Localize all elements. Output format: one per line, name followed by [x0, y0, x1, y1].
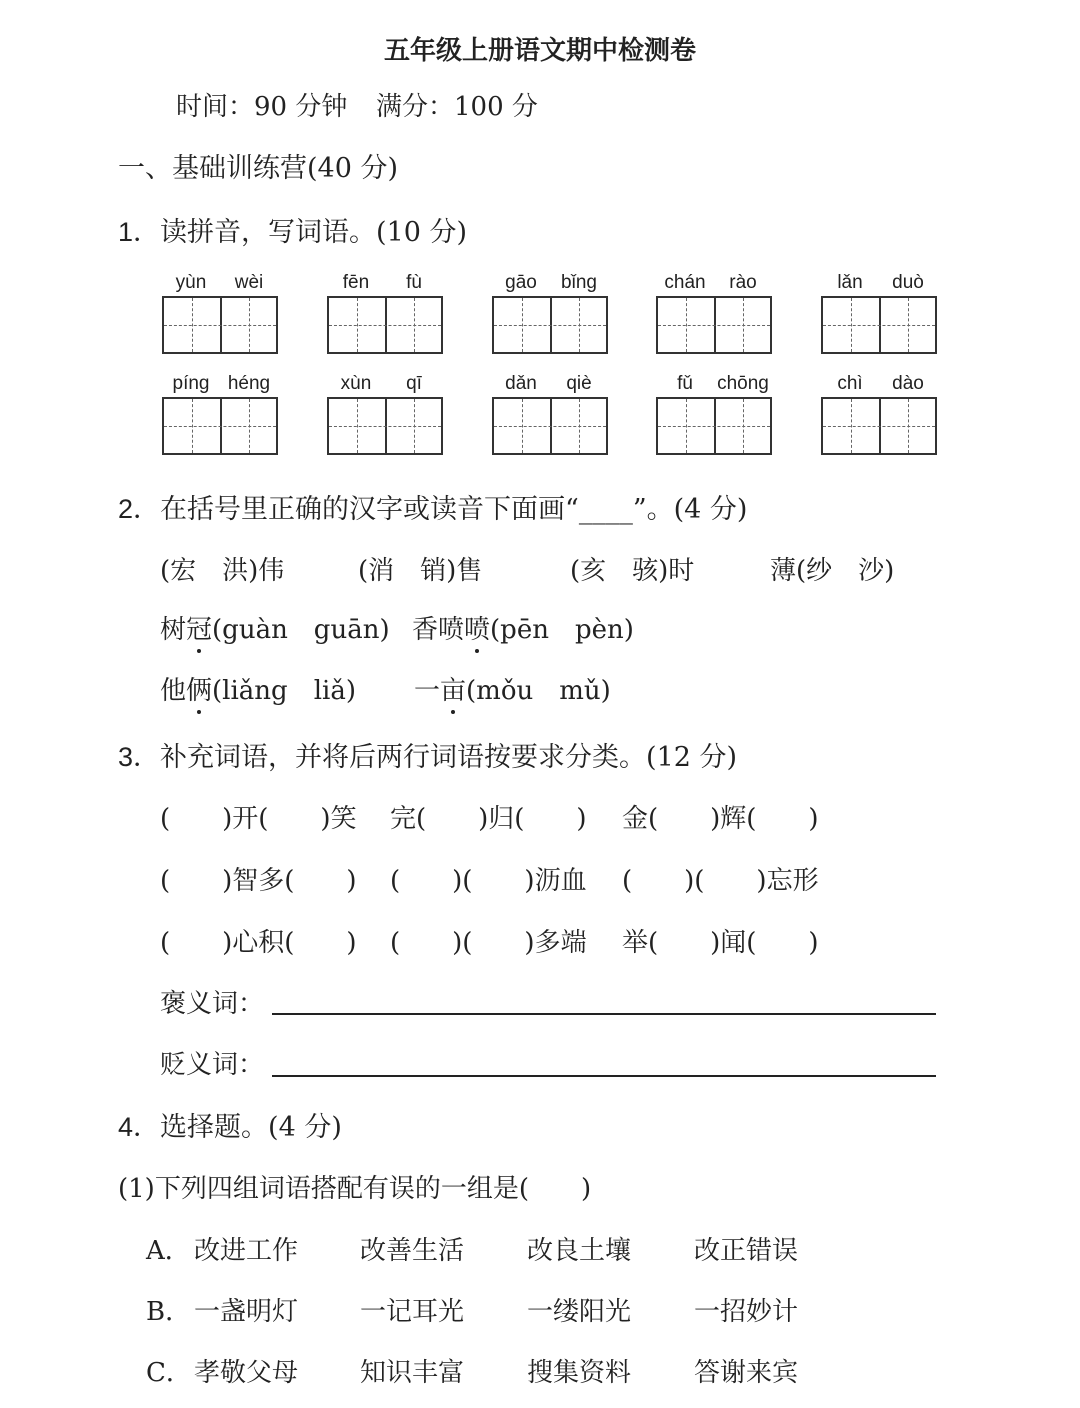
- guide-line: [743, 298, 744, 352]
- q2-reading-options: (liǎng liǎ): [212, 676, 356, 706]
- dotted-character: 俩: [186, 676, 213, 706]
- q2-choice: (消 销)售: [358, 556, 483, 586]
- guide-line: [522, 298, 523, 352]
- option-phrase: 知识丰富: [360, 1358, 465, 1388]
- option-phrase: 改进工作: [194, 1236, 299, 1266]
- pinyin-syllable: chì: [837, 373, 863, 394]
- guide-line: [658, 325, 770, 326]
- pinyin-syllable: yùn: [175, 272, 207, 293]
- option-phrase: 改正错误: [694, 1236, 799, 1266]
- idiom-blank: 金( )辉( ): [622, 804, 819, 834]
- guide-line: [851, 298, 852, 352]
- option-phrase: 答谢来宾: [694, 1358, 799, 1388]
- guide-line: [686, 298, 687, 352]
- idiom-blank: ( )( )忘形: [622, 866, 819, 896]
- pinyin-syllable: qī: [406, 373, 422, 394]
- q2-word-prefix: 香喷: [412, 615, 465, 645]
- idiom-blank: ( )( )沥血: [390, 866, 587, 896]
- derogatory-label: 贬义词：: [160, 1050, 265, 1080]
- option-phrase: 一盏明灯: [194, 1297, 299, 1327]
- q2-word-prefix: 树: [160, 615, 187, 645]
- pinyin-syllable: chōng: [717, 373, 769, 394]
- page-title: 五年级上册语文期中检测卷: [383, 36, 696, 66]
- guide-line: [329, 426, 441, 427]
- q2-reading-options: (guàn guān): [212, 615, 390, 645]
- q2-choice: 薄(纱 沙): [770, 556, 895, 586]
- guide-line: [192, 298, 193, 352]
- guide-line: [823, 426, 935, 427]
- pinyin-syllable: héng: [227, 373, 271, 394]
- pinyin-syllable: qiè: [566, 373, 592, 394]
- praise-answer-line[interactable]: [272, 1013, 936, 1015]
- question-text: 在括号里正确的汉字或读音下面画“____”。(4 分): [160, 494, 748, 525]
- derogatory-answer-line[interactable]: [272, 1075, 936, 1077]
- writing-box[interactable]: [162, 397, 278, 455]
- option-label: A．: [146, 1236, 191, 1266]
- guide-line: [414, 298, 415, 352]
- q2-pinyin-choice: [160, 670, 356, 707]
- question-1-title: [118, 210, 467, 249]
- writing-box[interactable]: [327, 296, 443, 354]
- writing-box[interactable]: [821, 397, 937, 455]
- question-number: 4．: [118, 1112, 161, 1142]
- q2-choice: (亥 骇)时: [570, 556, 695, 586]
- question-2-title: [118, 487, 747, 526]
- exam-score: 满分：100 分: [376, 92, 538, 122]
- q2-word-prefix: 他: [160, 676, 187, 706]
- guide-line: [249, 399, 250, 453]
- guide-line: [823, 325, 935, 326]
- guide-line: [851, 399, 852, 453]
- guide-line: [908, 399, 909, 453]
- guide-line: [908, 298, 909, 352]
- pinyin-syllable: fǔ: [677, 373, 693, 394]
- question-text: 补充词语，并将后两行词语按要求分类。(12 分): [160, 742, 738, 773]
- option-phrase: 一招妙计: [694, 1297, 799, 1327]
- writing-box[interactable]: [492, 296, 608, 354]
- section-heading: 一、基础训练营(40 分): [118, 153, 399, 184]
- pinyin-syllable: lǎn: [837, 272, 863, 293]
- question-text: 读拼音，写词语。(10 分): [160, 217, 468, 248]
- writing-box[interactable]: [492, 397, 608, 455]
- guide-line: [743, 399, 744, 453]
- question-number: 1．: [118, 217, 161, 247]
- guide-line: [414, 399, 415, 453]
- pinyin-syllable: píng: [172, 373, 210, 394]
- q2-pinyin-choice: [412, 609, 634, 646]
- idiom-blank: ( )智多( ): [160, 866, 357, 896]
- guide-line: [579, 399, 580, 453]
- pinyin-syllable: bǐng: [561, 272, 597, 293]
- option-phrase: 改善生活: [360, 1236, 465, 1266]
- guide-line: [357, 298, 358, 352]
- guide-line: [329, 325, 441, 326]
- pinyin-syllable: xùn: [340, 373, 372, 394]
- option-label: B．: [146, 1297, 192, 1327]
- pinyin-syllable: dào: [892, 373, 924, 394]
- guide-line: [164, 325, 276, 326]
- question-text: 选择题。(4 分): [160, 1112, 342, 1143]
- idiom-blank: ( )开( )笑: [160, 804, 357, 834]
- q2-pinyin-choice: [414, 670, 611, 707]
- option-phrase: 孝敬父母: [194, 1358, 299, 1388]
- idiom-blank: ( )( )多端: [390, 928, 587, 958]
- guide-line: [522, 399, 523, 453]
- question-number: 3．: [118, 742, 161, 772]
- guide-line: [249, 298, 250, 352]
- guide-line: [494, 325, 606, 326]
- pinyin-syllable: dǎn: [505, 373, 537, 394]
- guide-line: [164, 426, 276, 427]
- pinyin-syllable: wèi: [234, 272, 264, 293]
- guide-line: [494, 426, 606, 427]
- pinyin-syllable: rào: [729, 272, 757, 293]
- idiom-blank: 完( )归( ): [390, 804, 587, 834]
- guide-line: [192, 399, 193, 453]
- option-phrase: 搜集资料: [527, 1358, 632, 1388]
- option-phrase: 改良土壤: [527, 1236, 632, 1266]
- writing-box[interactable]: [327, 397, 443, 455]
- q2-choice: (宏 洪)伟: [160, 556, 285, 586]
- dotted-character: 喷: [464, 615, 491, 645]
- pinyin-syllable: gāo: [505, 272, 537, 293]
- guide-line: [658, 426, 770, 427]
- question-4-title: [118, 1105, 342, 1144]
- q2-word-prefix: 一: [414, 676, 441, 706]
- pinyin-syllable: chán: [664, 272, 706, 293]
- guide-line: [579, 298, 580, 352]
- sub-question: (1)下列四组词语搭配有误的一组是( ): [118, 1174, 592, 1204]
- guide-line: [686, 399, 687, 453]
- idiom-blank: ( )心积( ): [160, 928, 357, 958]
- dotted-character: 冠: [186, 615, 213, 645]
- pinyin-syllable: fù: [406, 272, 422, 293]
- option-label: C．: [146, 1358, 192, 1388]
- writing-box[interactable]: [656, 296, 772, 354]
- writing-box[interactable]: [821, 296, 937, 354]
- q2-reading-options: (mǒu mǔ): [466, 676, 611, 706]
- pinyin-syllable: fēn: [342, 272, 370, 293]
- writing-box[interactable]: [162, 296, 278, 354]
- question-3-title: [118, 735, 737, 774]
- writing-box[interactable]: [656, 397, 772, 455]
- q2-pinyin-choice: [160, 609, 390, 646]
- guide-line: [357, 399, 358, 453]
- exam-time: 时间：90 分钟: [176, 92, 348, 122]
- dotted-character: 亩: [440, 676, 467, 706]
- option-phrase: 一缕阳光: [527, 1297, 632, 1327]
- idiom-blank: 举( )闻( ): [622, 928, 819, 958]
- q2-reading-options: (pēn pèn): [490, 615, 634, 645]
- pinyin-syllable: duò: [892, 272, 924, 293]
- question-number: 2．: [118, 494, 161, 524]
- option-phrase: 一记耳光: [360, 1297, 465, 1327]
- praise-label: 褒义词：: [160, 989, 265, 1019]
